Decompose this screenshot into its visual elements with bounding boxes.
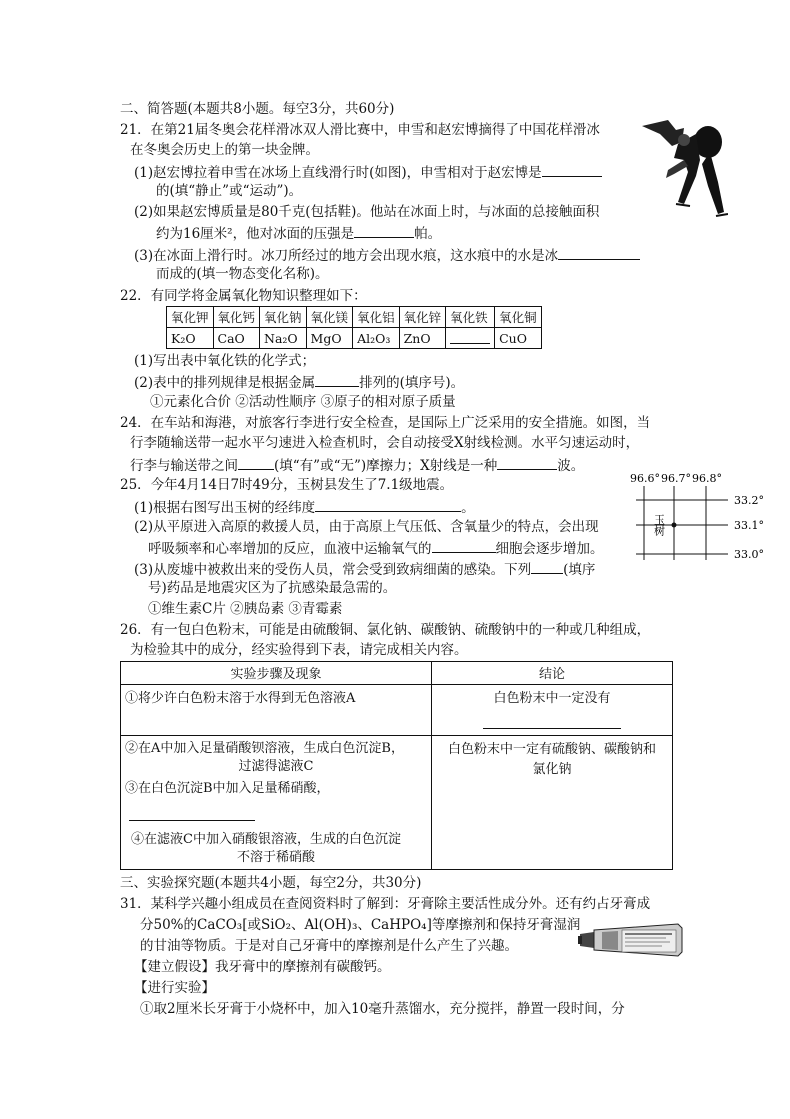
q24-friction-blank[interactable]: [238, 455, 274, 470]
oxide-name-row: [167, 307, 542, 328]
q24-line2: 行李随输送带一起水平匀速进入检查机时，会自动接受X射线检测。水平匀速运动时，: [130, 435, 640, 451]
oxide-table: [166, 306, 542, 349]
q21-part2-line2: [156, 223, 441, 243]
section-3-title: 三、实验探究题(本题共4小题，每空2分，共30分): [120, 875, 422, 891]
oxide-name-cell: 氧化钾: [167, 307, 214, 328]
q21-part2-unit: 帕。: [414, 226, 442, 242]
q25-options: ①维生素C片 ②胰岛素 ③青霉素: [148, 601, 343, 617]
step-4-text: ④在滤液C中加入硝酸银溶液，生成的白色沉淀: [131, 832, 401, 847]
q25-stem: 25．今年4月14日7时49分，玉树县发生了7.1级地震。: [120, 477, 454, 493]
q21-stem-line1: 21．在第21届冬奥会花样滑冰双人滑比赛中，申雪和赵宏博摘得了中国花样滑冰: [120, 122, 600, 138]
step-1-cell: [121, 685, 432, 736]
q25-part3-text: (3)从废墟中被救出来的受伤人员，常会受到致病细菌的感染。下列: [134, 562, 532, 578]
oxide-formula-cell: Al₂O₃: [353, 328, 400, 349]
steps-2-4-cell: [121, 736, 432, 870]
oxide-formula-cell: MgO: [306, 328, 353, 349]
step-2-text: ②在A中加入足量硝酸钡溶液，生成白色沉淀B，: [125, 741, 404, 756]
q25-part2-line1: (2)从平原进入高原的救援人员，由于高原上气压低、含氧量少的特点，会出现: [134, 519, 599, 535]
q21-part3-blank[interactable]: [558, 245, 640, 260]
conclusion-2-text-cont: 氯化钠: [532, 762, 572, 777]
q31-line2: 分50%的CaCO₃[或SiO₂、Al(OH)₃、CaHPO₄]等摩擦剂和保持牙膏湿润: [140, 917, 581, 933]
oxide-name-cell: 氧化铁: [446, 307, 495, 328]
q25-part2-text: 呼吸频率和心率增加的反应，血液中运输氧气的: [148, 541, 432, 557]
q31-hypothesis: 【建立假设】我牙膏中的摩擦剂有碳酸钙。: [134, 959, 391, 975]
oxide-formula-cell: ZnO: [399, 328, 446, 349]
conclusion-1-blank[interactable]: [483, 714, 621, 729]
conclusion-2-cell: [432, 736, 673, 870]
q21-part1-blank[interactable]: [542, 162, 602, 177]
experiment-row-1: [121, 685, 673, 736]
conclusion-1-cell: [432, 685, 673, 736]
toothpaste-tube-image: [578, 920, 684, 960]
step-4-text-cont: 不溶于稀硝酸: [236, 850, 315, 865]
step-3-text: ③在白色沉淀B中加入足量稀硝酸，: [125, 781, 330, 796]
q22-part2-text-end: 排列的(填序号)。: [359, 375, 465, 391]
q25-part3-line2: 号)药品是地震灾区为了抗感染最急需的。: [148, 580, 397, 596]
q25-part2-line2: [148, 538, 604, 558]
steps-header: 实验步骤及现象: [121, 662, 432, 685]
q21-part1-line2: 的(填“静止”或“运动”)。: [156, 183, 303, 199]
longitude-label: 96.6°: [630, 472, 660, 485]
yushu-location-dot: [672, 523, 677, 528]
q21-part2-line1: (2)如果赵宏博质量是80千克(包括鞋)。他站在冰面上时，与冰面的总接触面积: [134, 204, 600, 220]
q25-part1: [134, 497, 475, 517]
q22-part2: [134, 372, 464, 392]
q21-part3-line2: 而成的(填一物态变化名称)。: [156, 266, 329, 282]
oxide-formula-row: [167, 328, 542, 349]
q24-line3: [130, 455, 584, 475]
q22-part1: (1)写出表中氧化铁的化学式；: [134, 353, 316, 369]
experiment-header-row: [121, 662, 673, 685]
q22-part2-blank[interactable]: [315, 372, 359, 387]
q31-line1: 31．某科学兴趣小组成员在查阅资料时了解到：牙膏除主要活性成分外。还有约占牙膏成: [120, 896, 651, 912]
iron-oxide-formula-blank[interactable]: [446, 328, 495, 349]
q24-line3-mid: (填“有”或“无”)摩擦力；X射线是一种: [274, 458, 498, 474]
q31-line3: 的甘油等物质。于是对自己牙膏中的摩擦剂是什么产生了兴趣。: [140, 938, 518, 954]
oxide-formula-cell: CaO: [213, 328, 260, 349]
q24-line3-text: 行李与输送带之间: [130, 458, 238, 474]
q25-part1-end: 。: [461, 500, 475, 516]
q24-line3-end: 波。: [557, 458, 585, 474]
q31-experiment-title: 【进行实验】: [134, 980, 215, 996]
q21-part1-line1: [134, 162, 602, 182]
q21-part2-text: 约为16厘米²，他对冰面的压强是: [156, 226, 355, 242]
q26-line2: 为检验其中的成分，经实验得到下表，请完成相关内容。: [130, 642, 468, 658]
yushu-place-label: 玉树: [652, 514, 666, 536]
longitude-label: 96.7°: [661, 472, 691, 485]
experiment-table: [120, 661, 673, 870]
q25-part3-blank[interactable]: [531, 559, 563, 574]
figure-skaters-image: [638, 112, 728, 220]
conclusion-header: 结论: [432, 662, 673, 685]
q22-stem: 22．有同学将金属氧化物知识整理如下：: [120, 288, 367, 304]
q21-part3-line1: [134, 245, 640, 265]
q21-part1-text: (1)赵宏博拉着申雪在冰场上直线滑行时(如图)，申雪相对于赵宏博是: [134, 165, 542, 181]
q31-step1: ①取2厘米长牙膏于小烧杯中，加入10毫升蒸馏水，充分搅拌，静置一段时间，分: [140, 1001, 625, 1017]
step-1-text: ①将少许白色粉末溶于水得到无色溶液A: [125, 691, 356, 706]
latitude-label: 33.0°: [734, 548, 764, 561]
q22-options: ①元素化合价 ②活动性顺序 ③原子的相对原子质量: [150, 394, 456, 410]
oxide-name-cell: 氧化钠: [260, 307, 307, 328]
section-2-title: 二、简答题(本题共8小题。每空3分，共60分): [120, 101, 395, 117]
q22-part2-text: (2)表中的排列规律是根据金属: [134, 375, 316, 391]
oxide-name-cell: 氧化锌: [399, 307, 446, 328]
oxide-name-cell: 氧化铝: [353, 307, 400, 328]
q21-part3-text: (3)在冰面上滑行时。冰刀所经过的地方会出现水痕，这水痕中的水是冰: [134, 248, 559, 264]
q25-part3-end: (填序: [563, 562, 596, 578]
q26-line1: 26．有一包白色粉末，可能是由硫酸铜、氯化钠、碳酸钠、硫酸钠中的一种或几种组成，: [120, 622, 651, 638]
q25-part2-blank[interactable]: [432, 538, 496, 553]
oxide-formula-cell: Na₂O: [260, 328, 307, 349]
yushu-coordinate-map: [628, 470, 778, 562]
step-2-text-cont: 过滤得滤液C: [238, 759, 314, 774]
longitude-label: 96.8°: [692, 472, 722, 485]
q25-part1-text: (1)根据右图写出玉树的经纬度: [134, 500, 316, 516]
q25-part3-line1: [134, 559, 595, 579]
oxide-formula-cell: CuO: [495, 328, 542, 349]
conclusion-1-text: 白色粉末中一定没有: [493, 691, 611, 706]
experiment-row-2: [121, 736, 673, 870]
latitude-label: 33.2°: [734, 494, 764, 507]
q24-wave-blank[interactable]: [497, 455, 557, 470]
q21-part2-blank[interactable]: [354, 223, 414, 238]
oxide-formula-cell: K₂O: [167, 328, 214, 349]
q24-line1: 24．在车站和海港，对旅客行李进行安全检查，是国际上广泛采用的安全措施。如图，当: [120, 415, 651, 431]
conclusion-2-text: 白色粉末中一定有硫酸钠、碳酸钠和: [447, 742, 656, 757]
oxide-name-cell: 氧化镁: [306, 307, 353, 328]
q21-stem-line2: 在冬奥会历史上的第一块金牌。: [130, 142, 319, 158]
q25-part2-end: 细胞会逐步增加。: [495, 541, 604, 557]
oxide-name-cell: 氧化铜: [495, 307, 542, 328]
step-3-blank[interactable]: [129, 806, 255, 821]
oxide-name-cell: 氧化钙: [213, 307, 260, 328]
latitude-label: 33.1°: [734, 519, 764, 532]
q25-part1-blank[interactable]: [315, 497, 461, 512]
